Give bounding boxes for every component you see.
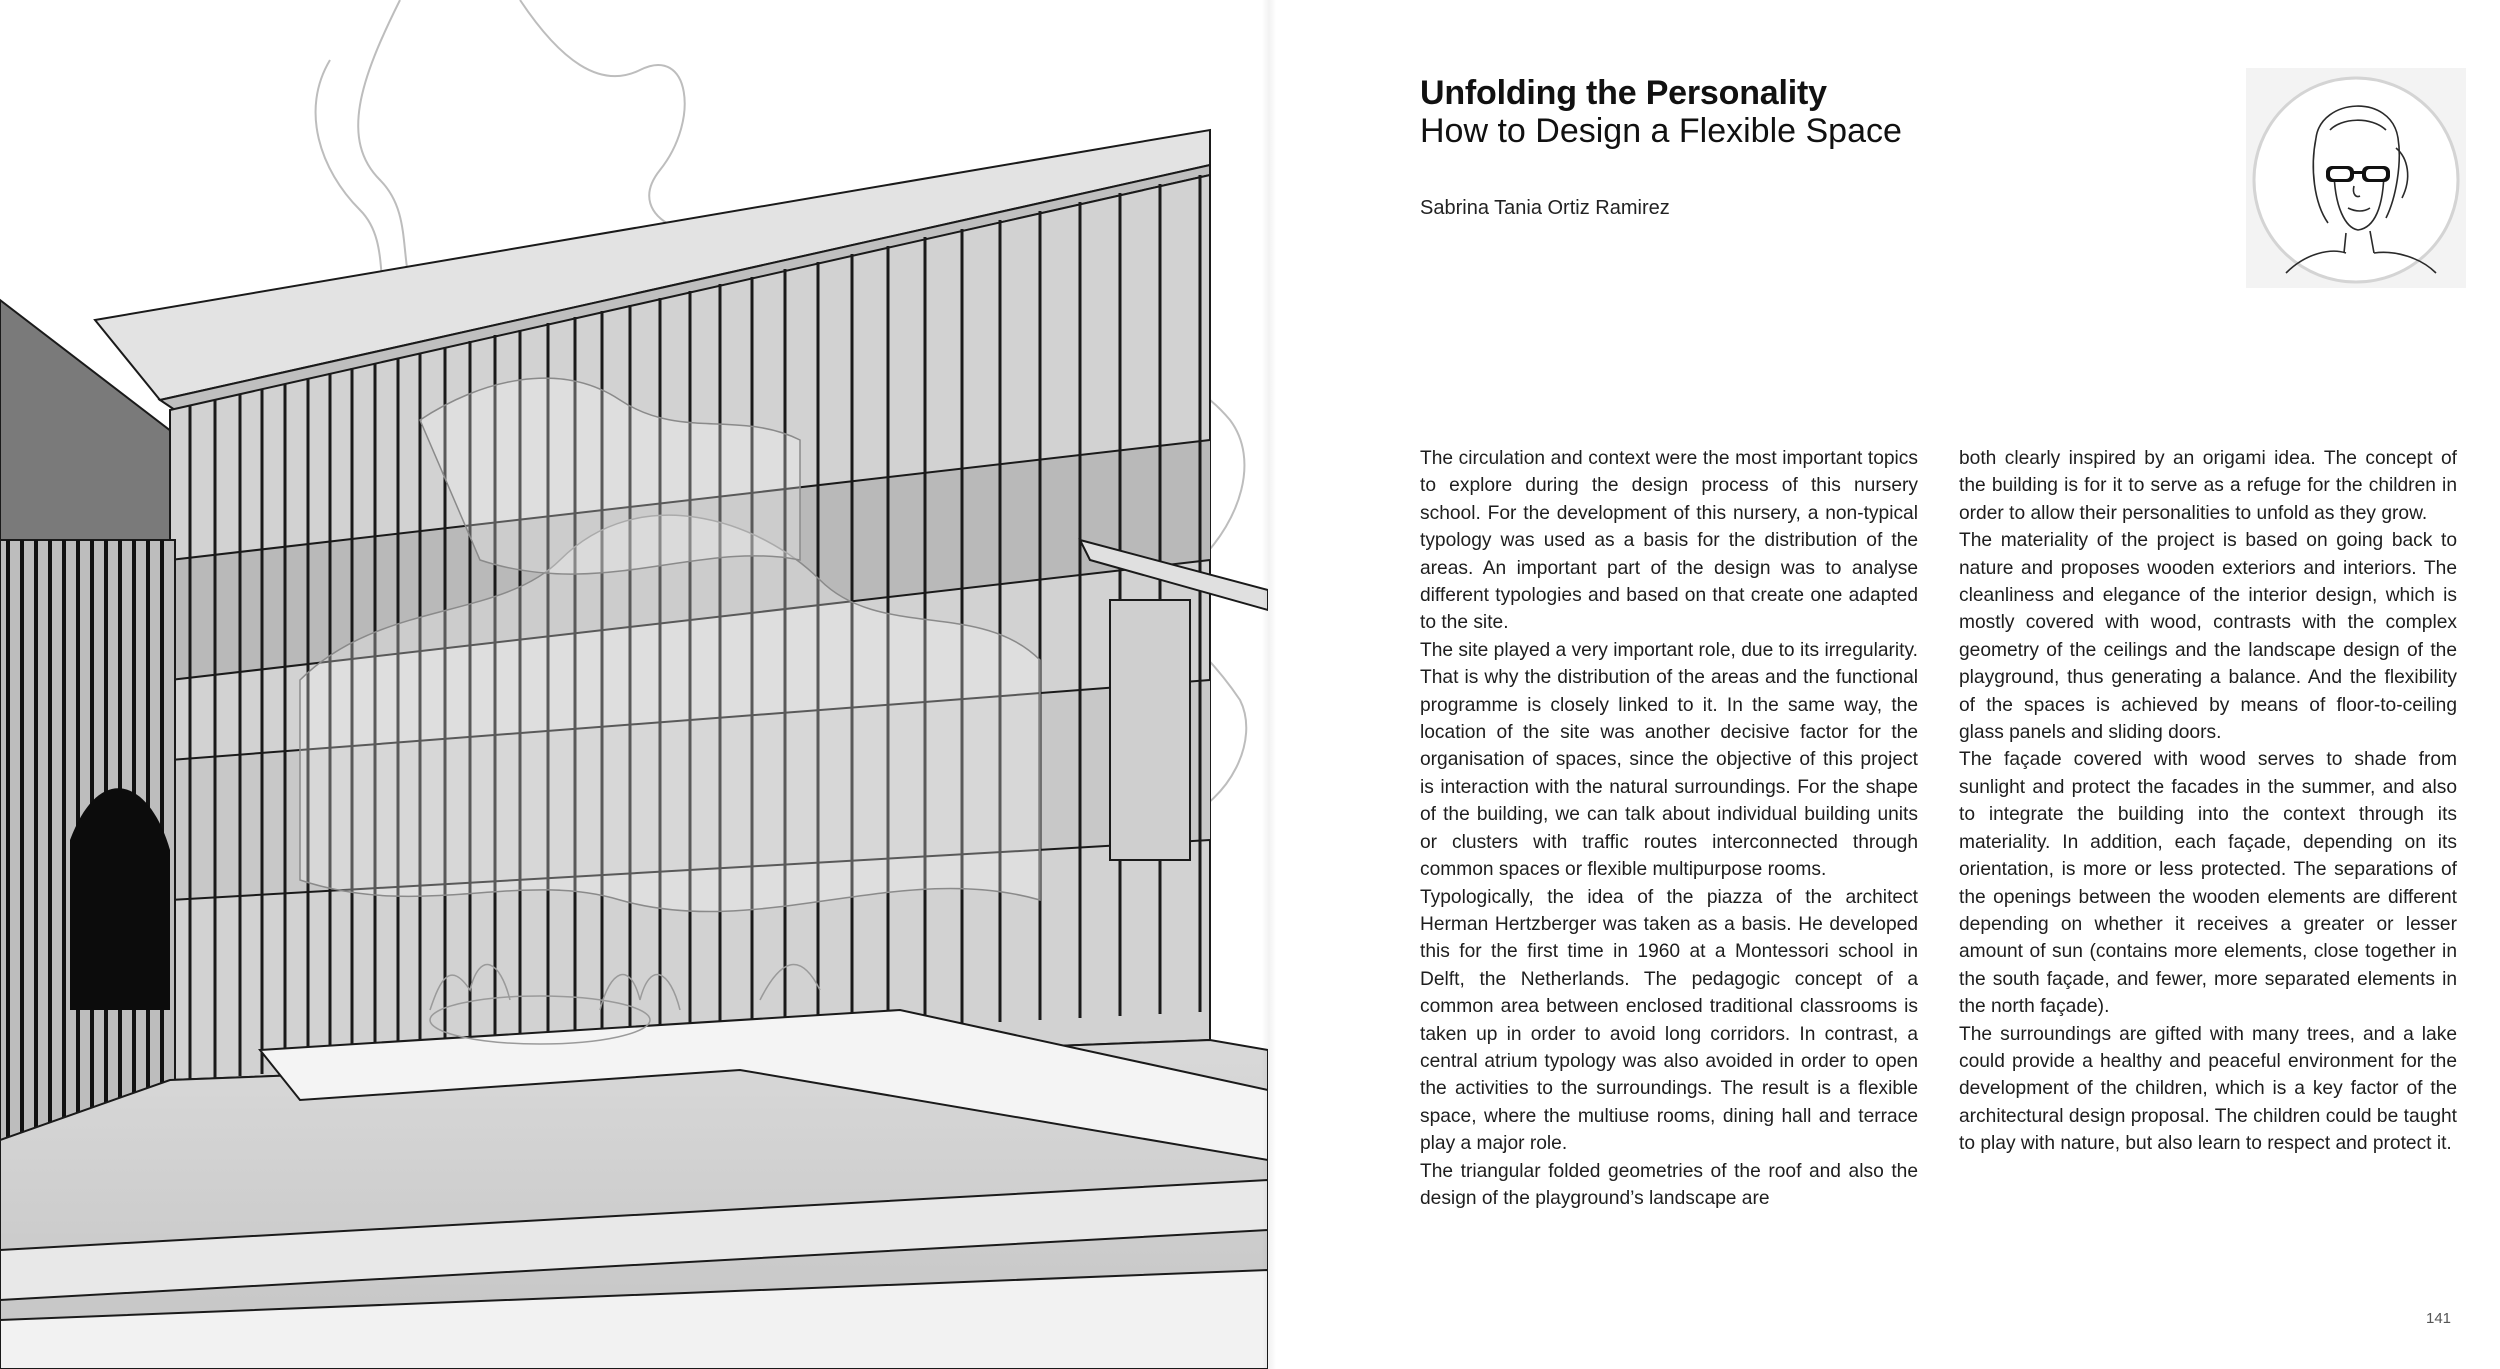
paragraph: The façade covered with wood serves to shade from sunlight and protect the facades in the summer, and also to integrate the building into the context through its materiality. In addition, each façade, depending on its orientation, is more or less protected. The separations of the openings between the wooden elements are different depending on whether it receives a greater or lesser amount of sun (contains more elements, close together in the south façade, and fewer, more separated elements in the north façade).	[1959, 749, 2457, 1018]
text-page	[1276, 0, 2500, 1369]
body-text-column-right	[1959, 445, 2457, 1158]
paragraph: Typologically, the idea of the piazza of the architect Herman Hertzberger was taken as a basis. He developed this for the first time in 1960 at a Montessori school in Delft, the Netherlands. The pedagogic concept of a common area between enclosed traditional classrooms is taken up in order to avoid long corridors. In contrast, a central atrium typology was also avoided in order to open the activities to the surroundings. The result is a flexible space, where the multiuse rooms, dining hall and terrace play a major role.	[1420, 886, 1918, 1155]
page-number: 141	[2426, 1310, 2452, 1327]
paragraph: both clearly inspired by an origami idea. The concept of the building is for it to serve as a refuge for the children in order to allow their personalities to unfold as they grow.	[1959, 448, 2457, 524]
page-gutter	[1262, 0, 1276, 1369]
body-text-column-left	[1420, 445, 1918, 1212]
author-name: Sabrina Tania Ortiz Ramirez	[1420, 197, 1670, 219]
dark-archway	[70, 788, 170, 1010]
article-title: Unfolding the Personality	[1420, 74, 1827, 112]
paragraph: The site played a very important role, due to its irregularity. That is why the distribution of the areas and the functional programme is closely linked to it. In the same way, the location of the site was another decisive factor for the organisation of spaces, since the objective of this project is interaction with the natural surroundings. For the shape of the building, we can talk about individual building units or clusters with traffic routes interconnected through common spaces or flexible multipurpose rooms.	[1420, 639, 1918, 881]
left-building-block	[0, 540, 175, 1140]
paragraph: The surroundings are gifted with many trees, and a lake could provide a healthy and peaceful environment for the development of the children, which is a key factor of the architectural design proposal. The children could be taught to play with nature, but also learn to respect and protect it.	[1959, 1023, 2457, 1155]
paragraph: The materiality of the project is based on going back to nature and proposes wooden exteriors and interiors. The cleanliness and elegance of the interior design, which is mostly covered with wood, contrasts with the complex geometry of the ceilings and the landscape design of the playground, thus generating a balance. And the flexibility of the spaces is achieved by means of floor-to-ceiling glass panels and sliding doors.	[1959, 530, 2457, 744]
article-subtitle: How to Design a Flexible Space	[1420, 112, 1902, 150]
paragraph: The circulation and context were the most important topics to explore during the design process of this nursery school. For the development of this nursery, a non-typical typology was used as a basis for the distribution of the areas. An important part of the design was to analyse different typologies and based on that create one adapted to the site.	[1420, 448, 1918, 634]
paragraph: The triangular folded geometries of the roof and also the design of the playground’s landscape are	[1420, 1160, 1918, 1209]
author-portrait	[2246, 68, 2466, 288]
